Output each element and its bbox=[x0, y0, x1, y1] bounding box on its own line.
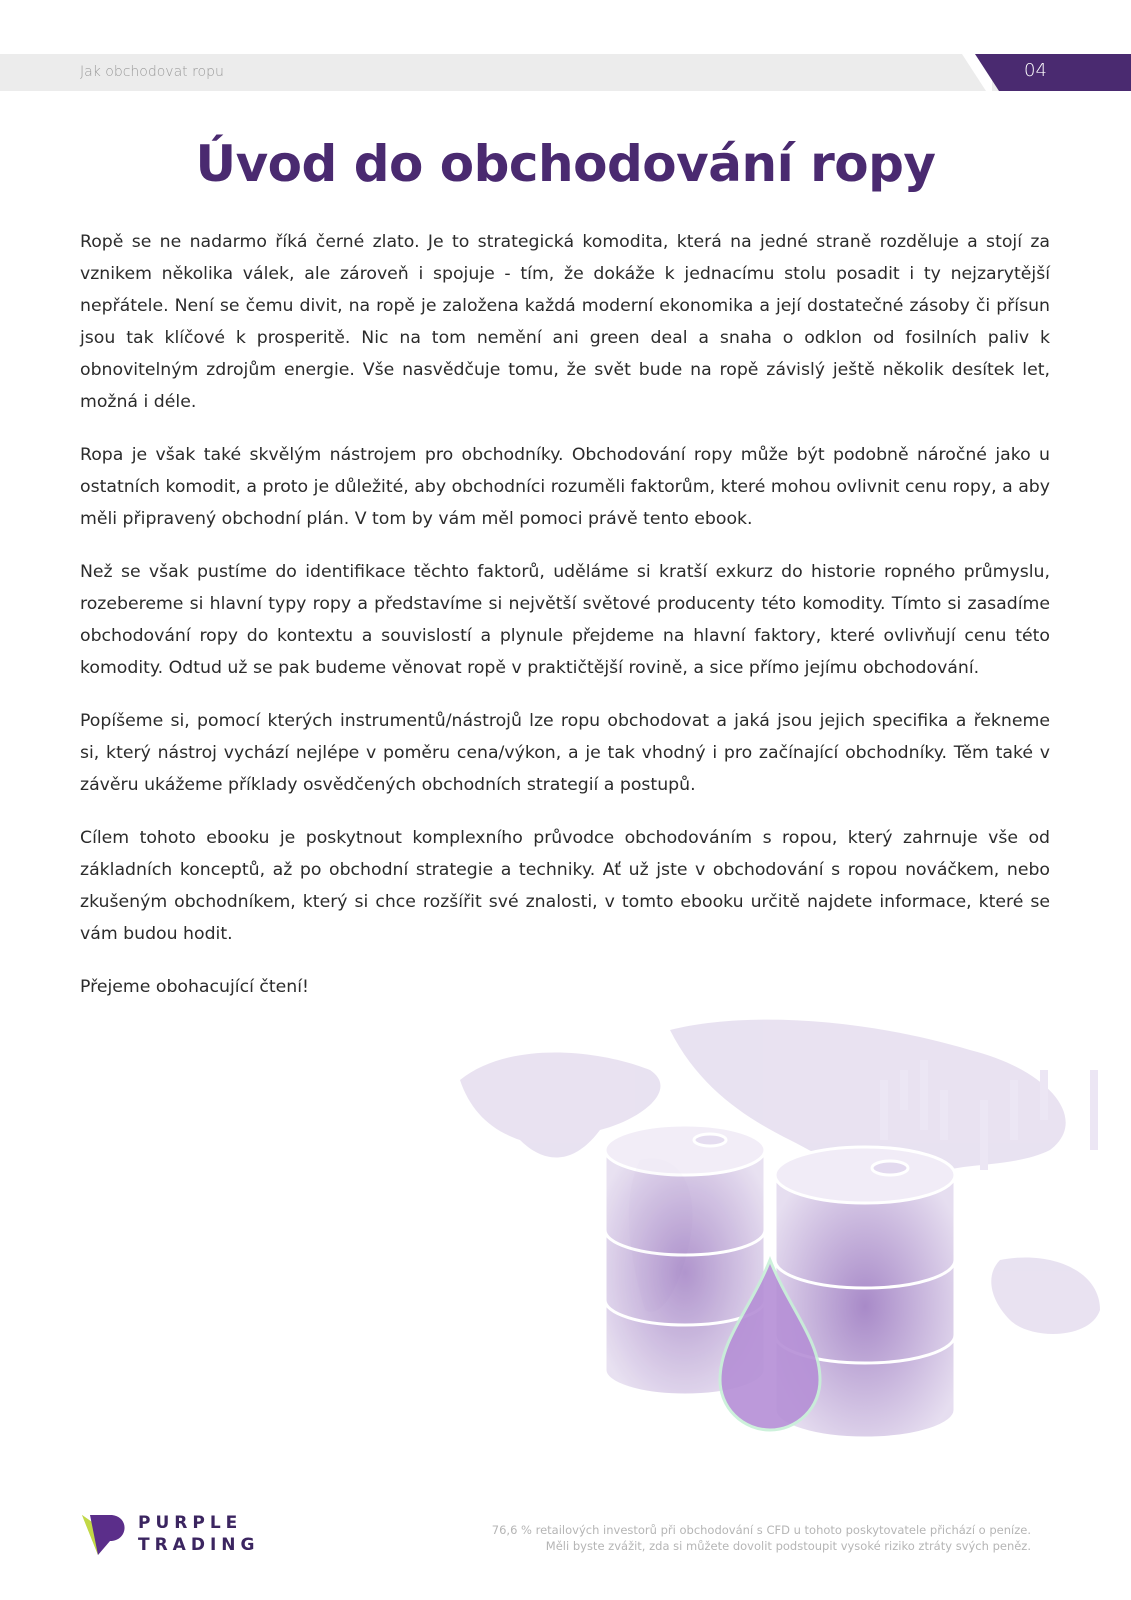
page-number-tab bbox=[975, 54, 1131, 91]
page-number: 04 bbox=[1024, 60, 1047, 81]
disclaimer-line: Měli byste zvážit, zda si můžete dovolit podstoupit vysoké riziko ztráty svých peněz. bbox=[545, 1539, 1031, 1553]
oil-barrels-illustration bbox=[450, 1010, 1131, 1480]
risk-disclaimer bbox=[492, 1522, 1031, 1554]
paragraph: Přejeme obohacující čtení! bbox=[80, 977, 309, 997]
header-bar bbox=[0, 54, 1131, 91]
paragraph: Ropa je však také skvělým nástrojem pro obchodníky. Obchodování ropy může být podobně náročné jako u ostatních komodit, a proto je důležité, aby obchodníci rozuměli faktorům, které mohou ovlivnit cenu ropy, a aby měli připravený obchodní plán. V tom by vám měl pomoci právě tento ebook. bbox=[80, 445, 1050, 529]
document-title: Jak obchodovat ropu bbox=[80, 64, 224, 80]
logo-text-line1: PURPLE bbox=[138, 1513, 243, 1533]
paragraph: Než se však pustíme do identifikace těchto faktorů, uděláme si kratší exkurz do historie ropného průmyslu, rozebereme si hlavní typy ropy a představíme si největší světové producenty této komodity. Tímto si zasadíme obchodování ropy do kontextu a souvislostí a plynule přejdeme na hlavní faktory, které ovlivňují cenu této komodity. Odtud už se pak budeme věnovat ropě v praktičtější rovině, a sice přímo jejímu obchodování. bbox=[80, 562, 1050, 678]
page-title: Úvod do obchodování ropy bbox=[195, 135, 936, 193]
body-text bbox=[80, 226, 1050, 1024]
purple-trading-logo bbox=[82, 1513, 260, 1559]
paragraph: Ropě se ne nadarmo říká černé zlato. Je to strategická komodita, která na jedné straně rozděluje a stojí za vznikem několika válek, ale zároveň i spojuje - tím, že dokáže k jednacímu stolu posadit i ty nejzarytější nepřátele. Není se čemu divit, na ropě je založena každá moderní ekonomika a její dostatečné zásoby či přísun jsou tak klíčové k prosperitě. Nic na tom nemění ani green deal a snaha o odklon od fosilních paliv k obnovitelným zdrojům energie. Vše nasvědčuje tomu, že svět bude na ropě závislý ještě několik desítek let, možná i déle. bbox=[80, 232, 1050, 412]
logo-text-line2: TRADING bbox=[138, 1535, 260, 1555]
logo-mark-icon bbox=[82, 1515, 128, 1555]
disclaimer-line: 76,6 % retailových investorů při obchodování s CFD u tohoto poskytovatele přichází o peníze. bbox=[491, 1523, 1031, 1537]
paragraph: Popíšeme si, pomocí kterých instrumentů/nástrojů lze ropu obchodovat a jaká jsou jejich specifika a řekneme si, který nástroj vychází nejlépe v poměru cena/výkon, a je tak vhodný i pro začínající obchodníky. Těm také v závěru ukážeme příklady osvědčených obchodních strategií a postupů. bbox=[80, 711, 1050, 795]
paragraph: Cílem tohoto ebooku je poskytnout komplexního průvodce obchodováním s ropou, který zahrnuje vše od základních konceptů, až po obchodní strategie a techniky. Ať už jste v obchodování s ropou nováčkem, nebo zkušeným obchodníkem, který si chce rozšířit své znalosti, v tomto ebooku určitě najdete informace, které se vám budou hodit. bbox=[80, 828, 1050, 944]
